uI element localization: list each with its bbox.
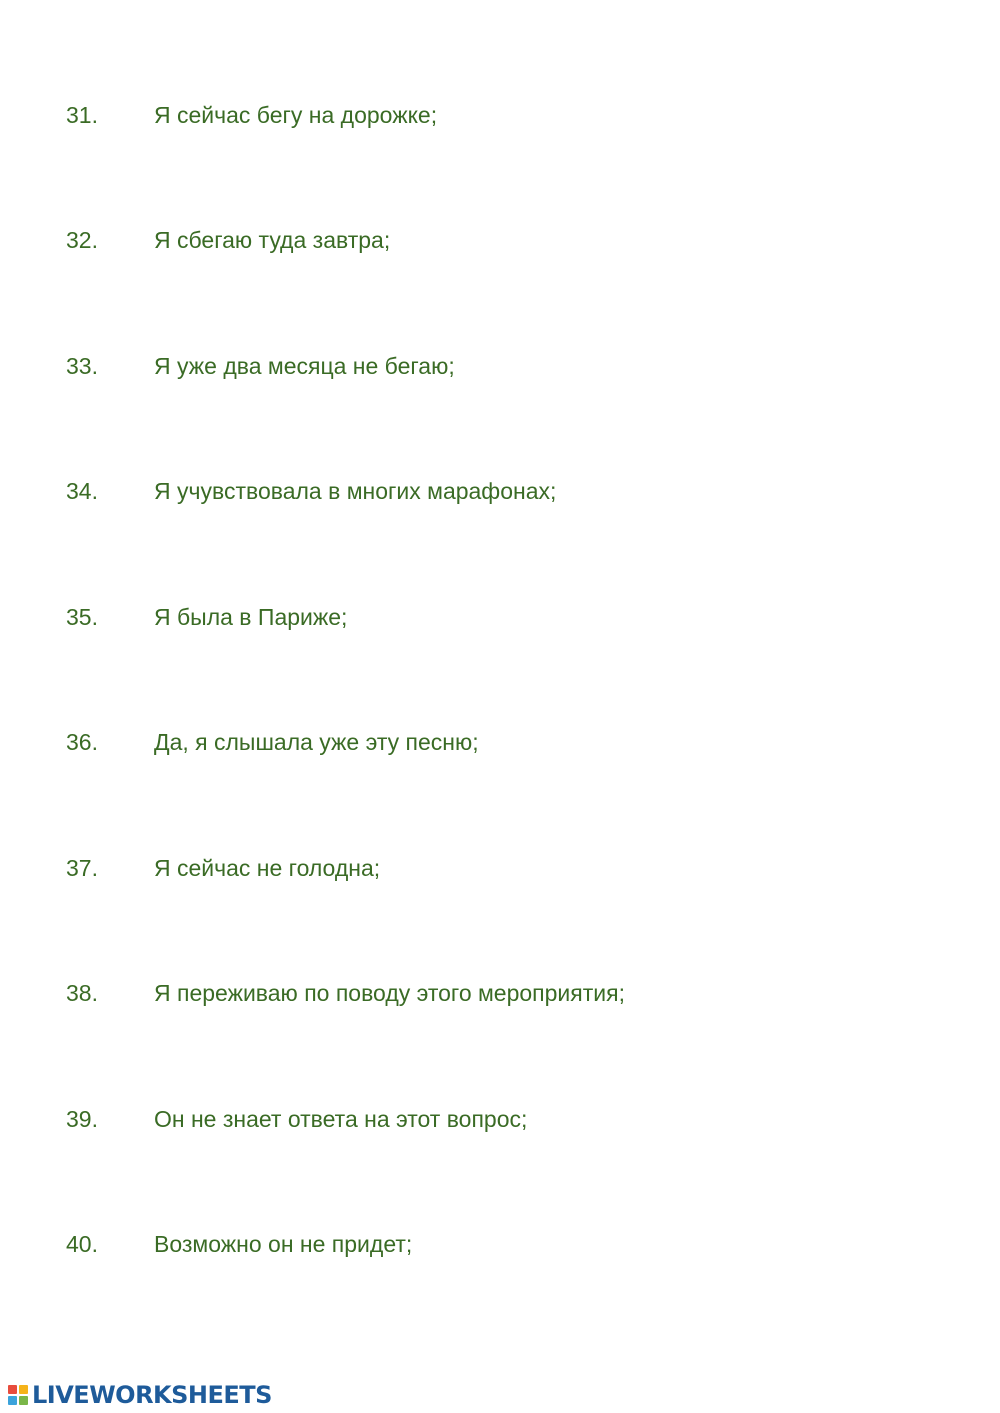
item-text: Я учувствовала в многих марафонах; <box>154 478 557 504</box>
list-item <box>0 597 1000 637</box>
item-text: Я была в Париже; <box>154 604 348 630</box>
item-number: 31. <box>66 102 98 128</box>
item-number: 34. <box>66 478 98 504</box>
item-number: 33. <box>66 353 98 379</box>
list-item <box>0 973 1000 1013</box>
colored-blocks-icon <box>8 1385 28 1405</box>
item-text: Я сейчас бегу на дорожке; <box>154 102 438 128</box>
list-item <box>0 95 1000 135</box>
item-text: Я переживаю по поводу этого мероприятия; <box>154 980 625 1006</box>
item-number: 39. <box>66 1106 98 1132</box>
list-item <box>0 722 1000 762</box>
list-item <box>0 1099 1000 1139</box>
list-item <box>0 848 1000 888</box>
list-item <box>0 1224 1000 1264</box>
item-text: Я сбегаю туда завтра; <box>154 227 391 253</box>
item-text: Он не знает ответа на этот вопрос; <box>154 1106 528 1132</box>
list-item <box>0 346 1000 386</box>
logo-text: LIVEWORKSHEETS <box>32 1381 272 1409</box>
item-number: 32. <box>66 227 98 253</box>
item-number: 35. <box>66 604 98 630</box>
list-item <box>0 220 1000 260</box>
list-item <box>0 471 1000 511</box>
item-text: Я уже два месяца не бегаю; <box>154 353 455 379</box>
item-text: Возможно он не придет; <box>154 1231 413 1257</box>
item-number: 38. <box>66 980 98 1006</box>
item-number: 37. <box>66 855 98 881</box>
item-number: 40. <box>66 1231 98 1257</box>
liveworksheets-logo[interactable] <box>8 1380 272 1410</box>
item-text: Да, я слышала уже эту песню; <box>154 729 479 755</box>
item-number: 36. <box>66 729 98 755</box>
item-text: Я сейчас не голодна; <box>154 855 381 881</box>
